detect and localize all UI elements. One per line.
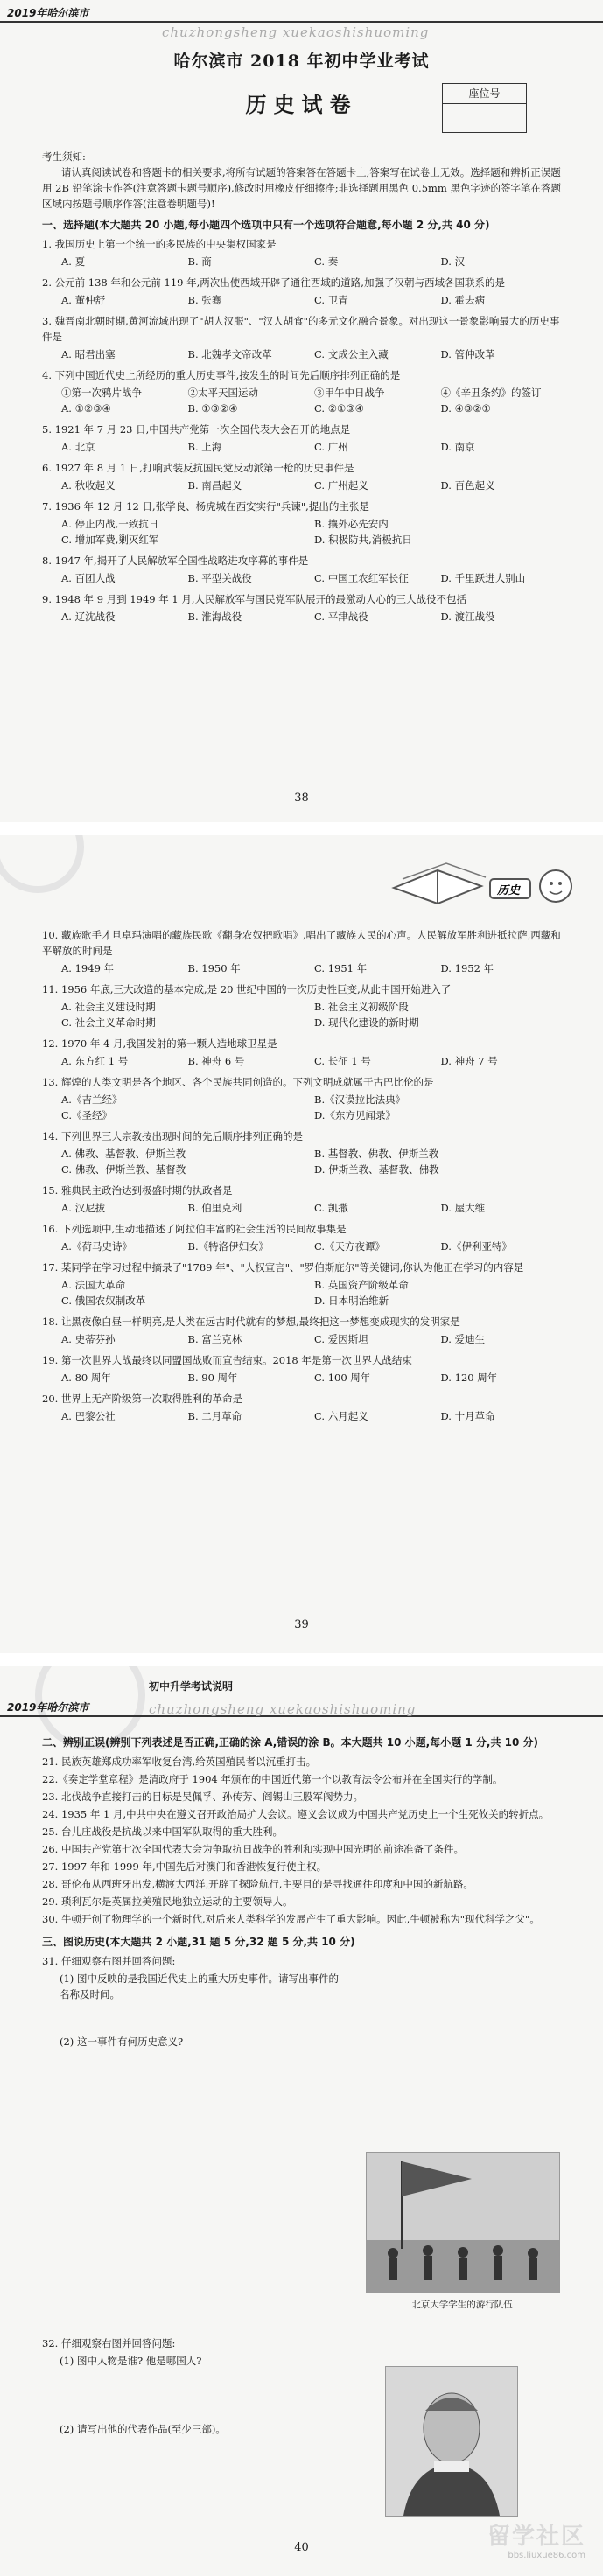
true-false-item: 30. 牛顿开创了物理学的一个新时代,对后来人类科学的发展产生了重大影响。因此,牛顿被称为"现代科学之父"。	[42, 1913, 540, 1925]
answer-option: A. 法国大革命	[61, 1279, 126, 1291]
answer-option: C. 秦	[314, 255, 339, 268]
answer-option: B. 淮海战役	[187, 611, 242, 623]
question-stem: 3. 魏晋南北朝时期,黄河流域出现了"胡人汉服"、"汉人胡食"的多元文化融合景象。对出现这一景象影响最大的历史事件是	[42, 315, 560, 343]
answer-option: D. 渡江战役	[440, 611, 495, 623]
header-city: 2019年哈尔滨市	[7, 7, 89, 19]
question-32-sub1: (1) 图中人物是谁? 他是哪国人?	[60, 2355, 202, 2367]
question-31-sub1: (1) 图中反映的是我国近代史上的重大历史事件。请写出事件的名称及时间。	[60, 1972, 339, 2000]
question-32-sub2: (2) 请写出他的代表作品(至少三部)。	[60, 2423, 226, 2435]
answer-option: D. 现代化建设的新时期	[314, 1016, 419, 1029]
answer-option: B. 富兰克林	[187, 1333, 242, 1345]
answer-options	[42, 254, 567, 269]
answer-option: D. 霍去病	[440, 294, 486, 306]
answer-option: B. 1950 年	[187, 962, 241, 974]
answer-option: A. 社会主义建设时期	[61, 1001, 156, 1013]
answer-option: C. 广州	[314, 441, 348, 453]
answer-option: D. 爱迪生	[440, 1333, 486, 1345]
question-stem: 4. 下列中国近代史上所经历的重大历史事件,按发生的时间先后顺序排列正确的是	[42, 369, 401, 381]
page1-content	[42, 140, 567, 630]
section3-title: 三、图说历史(本大题共 2 小题,31 题 5 分,32 题 5 分,共 10 分)	[42, 1936, 355, 1948]
answer-option: A. 汉尼拔	[61, 1202, 106, 1214]
answer-option: B. 平型关战役	[187, 572, 252, 584]
question-stem: 20. 世界上无产阶级第一次取得胜利的革命是	[42, 1393, 242, 1405]
answer-option: B. 二月革命	[187, 1410, 242, 1422]
answer-option: D. 南京	[440, 441, 475, 453]
true-false-item: 25. 台儿庄战役是抗战以来中国军队取得的重大胜利。	[42, 1826, 283, 1838]
answer-options	[42, 516, 567, 548]
question-stem: 12. 1970 年 4 月,我国发射的第一颗人造地球卫星是	[42, 1037, 277, 1050]
answer-options	[42, 1370, 567, 1386]
answer-option: C. 广州起义	[314, 479, 368, 492]
answer-options	[42, 960, 567, 976]
answer-option: B. 商	[187, 255, 212, 268]
answer-option: A. 辽沈战役	[61, 611, 116, 623]
page-number: 39	[294, 1618, 309, 1631]
answer-options	[42, 1200, 567, 1216]
answer-option: D. 管仲改革	[440, 348, 495, 360]
answer-option: B.《特洛伊妇女》	[187, 1240, 270, 1253]
watermark	[487, 2518, 585, 2560]
page3-content	[42, 1729, 567, 2051]
question-stem: 8. 1947 年,揭开了人民解放军全国性战略进攻序幕的事件是	[42, 555, 309, 567]
exam-page-1	[0, 0, 603, 822]
answer-option: C. 平津战役	[314, 611, 368, 623]
question-stem: 17. 某同学在学习过程中摘录了"1789 年"、"人权宣言"、"罗伯斯庇尔"等关键词,你认为他正在学习的内容是	[42, 1261, 524, 1274]
answer-option: A. 1949 年	[61, 962, 115, 974]
answer-option: D.《东方见闻录》	[314, 1109, 396, 1121]
answer-option: B.《汉谟拉比法典》	[314, 1093, 406, 1106]
question-stem: 14. 下列世界三大宗教按出现时间的先后顺序排列正确的是	[42, 1130, 303, 1142]
watermark-main: 留学社区	[487, 2524, 585, 2550]
answer-option: D. 积极防共,消极抗日	[314, 534, 412, 546]
answer-options	[42, 1239, 567, 1254]
answer-option: C. 长征 1 号	[314, 1055, 371, 1067]
answer-option: D. 日本明治维新	[314, 1295, 389, 1307]
page-gap	[0, 1653, 603, 1666]
question-stem: 9. 1948 年 9 月到 1949 年 1 月,人民解放军与国民党军队展开的最激动人心的三大战役不包括	[42, 593, 467, 605]
true-false-item: 28. 哥伦布从西班牙出发,横渡大西洋,开辟了探险航行,主要目的是寻找通往印度和中国的新航路。	[42, 1878, 473, 1890]
exam-page-2	[0, 835, 603, 1653]
answer-option: A. 佛教、基督教、伊斯兰教	[61, 1148, 186, 1160]
answer-option: C. 100 周年	[314, 1372, 371, 1384]
answer-options	[42, 1277, 567, 1309]
answer-option: A. 北京	[61, 441, 95, 453]
answer-option: D.《伊利亚特》	[440, 1240, 512, 1253]
answer-option: B. 上海	[187, 441, 222, 453]
question-stem: 15. 雅典民主政治达到极盛时期的执政者是	[42, 1184, 233, 1197]
answer-options	[42, 1331, 567, 1347]
answer-option: C. 爱因斯坦	[314, 1333, 368, 1345]
true-false-item: 26. 中国共产党第七次全国代表大会为争取抗日战争的胜利和实现中国光明的前途准备了条件。	[42, 1843, 464, 1855]
answer-option: ③甲午中日战争	[314, 387, 385, 399]
answer-options	[42, 346, 567, 362]
answer-option: B. 南昌起义	[187, 479, 242, 492]
answer-options	[42, 385, 567, 416]
answer-option: C. 中国工农红军长征	[314, 572, 409, 584]
seat-number-label: 座位号	[443, 84, 526, 104]
answer-option: D. 神舟 7 号	[440, 1055, 498, 1067]
seat-number-box	[442, 83, 527, 133]
answer-option: D. 千里跃进大别山	[440, 572, 526, 584]
question-stem: 18. 让黑夜像白昼一样明亮,是人类在远古时代就有的梦想,最终把这一梦想变成现实的发明家是	[42, 1316, 460, 1328]
exam-title: 哈尔滨市 2018 年初中学业考试	[173, 52, 430, 71]
student-parade-photo	[366, 2152, 560, 2293]
true-false-item: 22.《奏定学堂章程》是清政府于 1904 年颁布的中国近代第一个以教育法令公布并在全国实行的学制。	[42, 1773, 503, 1785]
page2-questions	[42, 927, 567, 1424]
answer-option: A. 80 周年	[61, 1372, 111, 1384]
answer-options	[42, 1146, 567, 1177]
answer-option: D. 汉	[440, 255, 466, 268]
answer-option: D. 1952 年	[440, 962, 494, 974]
exam-subject: 历史试卷	[245, 92, 358, 117]
answer-option: A. 东方红 1 号	[61, 1055, 129, 1067]
true-false-item: 29. 琐利瓦尔是英属拉美殖民地独立运动的主要领导人。	[42, 1895, 293, 1908]
answer-option: B. 神舟 6 号	[187, 1055, 245, 1067]
true-false-item: 23. 北伐战争直接打击的目标是吴佩孚、孙传芳、阎锡山三股军阀势力。	[42, 1791, 363, 1803]
answer-options	[42, 999, 567, 1030]
photo-caption: 北京大学学生的游行队伍	[411, 2300, 513, 2310]
header-subtitle: 初中升学考试说明	[149, 1680, 234, 1693]
answer-option: C.《圣经》	[61, 1109, 113, 1121]
answer-option: C. 增加军费,剿灭红军	[61, 534, 159, 546]
true-false-item: 24. 1935 年 1 月,中共中央在遵义召开政治局扩大会议。遵义会议成为中国共产党历史上一个生死攸关的转折点。	[42, 1808, 550, 1820]
page2-content	[42, 927, 567, 1429]
logo-text: 历史	[497, 884, 521, 897]
answer-option: C. 卫青	[314, 294, 348, 306]
answer-option: B. 90 周年	[187, 1372, 238, 1384]
exam-page-3	[0, 1666, 603, 2576]
answer-option: B. 伯里克利	[187, 1202, 242, 1214]
answer-option: A. 夏	[61, 255, 86, 268]
answer-option: ①第一次鸦片战争	[61, 387, 142, 399]
answer-option: A. 昭君出塞	[61, 348, 116, 360]
answer-option: A. 百团大战	[61, 572, 116, 584]
answer-option: D. ④③②①	[440, 402, 491, 415]
answer-option: C. 六月起义	[314, 1410, 368, 1422]
answer-options	[42, 1092, 567, 1123]
answer-option: C. 俄国农奴制改革	[61, 1295, 146, 1307]
answer-option: B. 北魏孝文帝改革	[187, 348, 272, 360]
answer-option: B. 英国资产阶级革命	[314, 1279, 409, 1291]
answer-option: C. 1951 年	[314, 962, 368, 974]
answer-option: B. 社会主义初级阶段	[314, 1001, 409, 1013]
answer-option: D. 伊斯兰教、基督教、佛教	[314, 1163, 439, 1176]
notice-line: 请认真阅读试卷和答题卡的相关要求,将所有试题的答案答在答题卡上,答案写在试卷上无效。选择题和辨析正误题用 2B 铅笔涂卡作答(注意答题卡题号顺序),修改时用橡皮仔细擦净;非选择题用黑色 0.5mm 黑色字迹的签字笔在答题区域内按题号顺序作答(注意卷明题号)!	[42, 166, 561, 210]
answer-option: C. 佛教、伊斯兰教、基督教	[61, 1163, 186, 1176]
answer-option: A. 史蒂芬孙	[61, 1333, 116, 1345]
header-pinyin: chuzhongsheng xuekaoshishuoming	[149, 1701, 417, 1717]
answer-option: D. 屋大维	[440, 1202, 486, 1214]
answer-options	[42, 439, 567, 455]
answer-options	[42, 609, 567, 625]
question-31-sub2: (2) 这一事件有何历史意义?	[60, 2035, 184, 2048]
question-stem: 11. 1956 年底,三大改造的基本完成,是 20 世纪中国的一次历史性巨变,从此中国开始进入了	[42, 983, 452, 995]
question-stem: 2. 公元前 138 年和公元前 119 年,两次出使西域开辟了通往西域的道路,加强了汉朝与西域各国联系的是	[42, 276, 505, 289]
answer-option: ④《辛丑条约》的签订	[440, 387, 542, 399]
true-false-item: 27. 1997 年和 1999 年,中国先后对澳门和香港恢复行使主权。	[42, 1860, 327, 1873]
answer-option: D. 百色起义	[440, 479, 495, 492]
shakespeare-portrait	[385, 2366, 518, 2517]
section1-title: 一、选择题(本大题共 20 小题,每小题四个选项中只有一个选项符合题意,每小题 2 分,共 40 分)	[42, 219, 490, 231]
question-stem: 7. 1936 年 12 月 12 日,张学良、杨虎城在西安实行"兵谏",提出的主张是	[42, 500, 369, 513]
decorative-circle	[0, 835, 84, 893]
section2-title: 二、辨别正误(辨别下列表述是否正确,正确的涂 A,错误的涂 B。本大题共 10 小题,每小题 1 分,共 10 分)	[42, 1736, 539, 1749]
answer-option: D. 十月革命	[440, 1410, 495, 1422]
answer-option: C. ②①③④	[314, 402, 364, 415]
question-31: 31. 仔细观察右图并回答问题:	[42, 1955, 176, 1967]
question-stem: 13. 辉煌的人类文明是各个地区、各个民族共同创造的。下列文明成就属于古巴比伦的是	[42, 1076, 434, 1088]
answer-option: D. 120 周年	[440, 1372, 498, 1384]
answer-options	[42, 292, 567, 308]
answer-option: A. 董仲舒	[61, 294, 106, 306]
question-32: 32. 仔细观察右图并回答问题:	[42, 2337, 176, 2349]
exam-notice	[42, 149, 567, 212]
question-stem: 5. 1921 年 7 月 23 日,中国共产党第一次全国代表大会召开的地点是	[42, 423, 351, 436]
answer-options	[42, 1053, 567, 1069]
answer-option: ②太平天国运动	[187, 387, 258, 399]
section1-questions	[42, 236, 567, 625]
question-stem: 16. 下列选项中,生动地描述了阿拉伯丰富的社会生活的民间故事集是	[42, 1223, 347, 1235]
answer-option: B. ①③②④	[187, 402, 238, 415]
header-pinyin: chuzhongsheng xuekaoshishuoming	[162, 24, 430, 40]
answer-option: C. 社会主义革命时期	[61, 1016, 156, 1029]
true-false-item: 21. 民族英雄郑成功率军收复台湾,给英国殖民者以沉重打击。	[42, 1756, 317, 1768]
answer-option: B. 攘外必先安内	[314, 518, 389, 530]
page-number: 38	[294, 792, 309, 805]
answer-option: A. 停止内战,一致抗日	[61, 518, 159, 530]
answer-options	[42, 570, 567, 586]
answer-option: A. 巴黎公社	[61, 1410, 116, 1422]
answer-option: A. ①②③④	[61, 402, 111, 415]
question-stem: 6. 1927 年 8 月 1 日,打响武装反抗国民党反动派第一枪的历史事件是	[42, 462, 354, 474]
answer-option: B. 张骞	[187, 294, 222, 306]
watermark-url: bbs.liuxue86.com	[508, 2551, 585, 2560]
header-divider	[0, 21, 603, 23]
question-stem: 10. 藏族歌手才旦卓玛演唱的藏族民歌《翻身农奴把歌唱》,唱出了藏族人民的心声。人民解放军胜利进抵拉萨,西藏和平解放的时间是	[42, 929, 561, 957]
page-number: 40	[294, 2541, 309, 2554]
page-gap	[0, 822, 603, 835]
answer-option: C.《天方夜谭》	[314, 1240, 386, 1253]
answer-option: C. 文成公主入藏	[314, 348, 389, 360]
question-stem: 19. 第一次世界大战最终以同盟国战败而宣告结束。2018 年是第一次世界大战结束	[42, 1354, 412, 1366]
answer-option: A.《荷马史诗》	[61, 1240, 132, 1253]
answer-options	[42, 1408, 567, 1424]
answer-option: A.《吉兰经》	[61, 1093, 123, 1106]
section2-items	[42, 1754, 567, 1927]
header-city: 2019年哈尔滨市	[7, 1701, 89, 1714]
question-stem: 1. 我国历史上第一个统一的多民族的中央集权国家是	[42, 238, 277, 250]
answer-options	[42, 478, 567, 493]
answer-option: A. 秋收起义	[61, 479, 116, 492]
answer-option: C. 凯撒	[314, 1202, 348, 1214]
notice-heading: 考生须知:	[42, 150, 86, 163]
answer-option: B. 基督教、佛教、伊斯兰教	[314, 1148, 439, 1160]
book-icon	[385, 853, 586, 914]
